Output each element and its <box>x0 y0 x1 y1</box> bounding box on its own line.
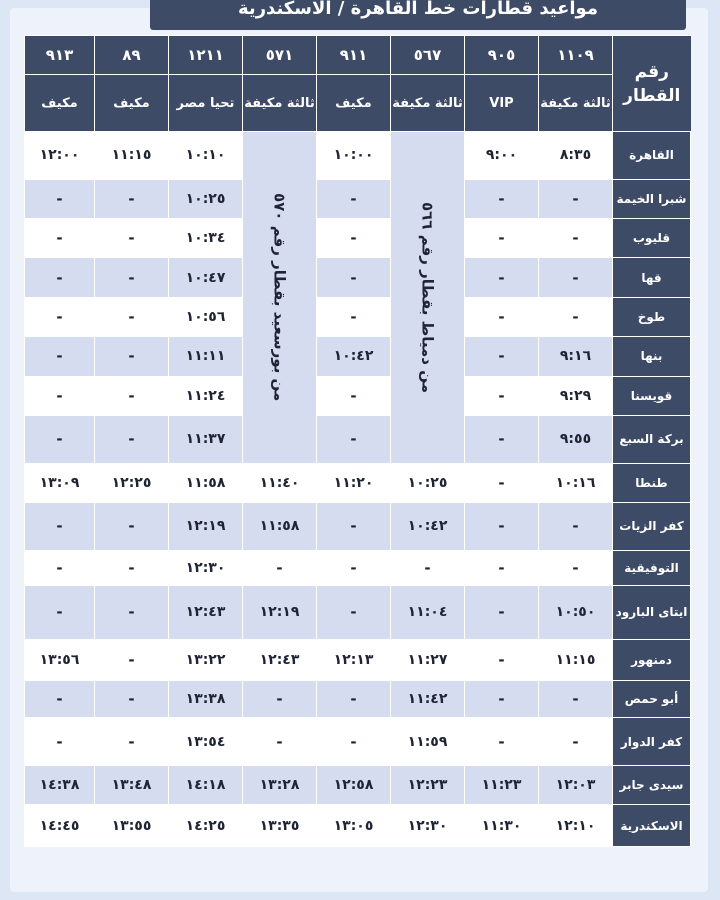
no-stop-cell: - <box>539 219 613 258</box>
no-stop-cell: - <box>25 415 95 463</box>
station-row <box>25 502 691 550</box>
station-row <box>25 258 691 297</box>
no-stop-cell: - <box>317 550 391 585</box>
train-number: ٥٧١ <box>243 36 317 75</box>
no-stop-cell: - <box>317 681 391 718</box>
origin-note-567 <box>391 132 465 464</box>
time-cell: ١١:٢٧ <box>391 639 465 680</box>
station-row <box>25 463 691 502</box>
no-stop-cell: - <box>95 585 169 639</box>
time-cell: ١١:٢٤ <box>169 376 243 415</box>
time-cell: ٩:١٦ <box>539 337 613 376</box>
no-stop-cell: - <box>95 550 169 585</box>
station-row <box>25 376 691 415</box>
station-name: طوخ <box>613 297 691 336</box>
station-name: قها <box>613 258 691 297</box>
time-cell: ١٢:٢٣ <box>391 766 465 805</box>
time-cell: ١٢:١٣ <box>317 639 391 680</box>
station-row <box>25 132 691 180</box>
time-cell: ١٢:٥٨ <box>317 766 391 805</box>
time-cell: ٨:٣٥ <box>539 132 613 180</box>
train-number: ٥٦٧ <box>391 36 465 75</box>
station-name: طنطا <box>613 463 691 502</box>
time-cell: ١٣:٥٥ <box>95 805 169 847</box>
station-name: قويسنا <box>613 376 691 415</box>
time-cell: ١٢:٠٠ <box>25 132 95 180</box>
no-stop-cell: - <box>539 550 613 585</box>
time-cell: ١٢:٢٥ <box>95 463 169 502</box>
no-stop-cell: - <box>317 502 391 550</box>
train-timetable <box>24 35 691 847</box>
no-stop-cell: - <box>25 376 95 415</box>
station-row <box>25 639 691 680</box>
train-number-header: رقم القطار <box>613 36 691 132</box>
train-class: VIP <box>465 75 539 132</box>
time-cell: ١١:٢٣ <box>465 766 539 805</box>
no-stop-cell: - <box>317 376 391 415</box>
time-cell: ١١:٣٠ <box>465 805 539 847</box>
no-stop-cell: - <box>539 502 613 550</box>
station-name: شبرا الخيمة <box>613 179 691 218</box>
no-stop-cell: - <box>539 718 613 766</box>
time-cell: ١٠:٠٠ <box>317 132 391 180</box>
time-cell: ١١:٥٩ <box>391 718 465 766</box>
no-stop-cell: - <box>391 550 465 585</box>
station-row <box>25 179 691 218</box>
no-stop-cell: - <box>243 681 317 718</box>
time-cell: ١٣:٥٤ <box>169 718 243 766</box>
train-class: مكيف <box>95 75 169 132</box>
no-stop-cell: - <box>95 219 169 258</box>
time-cell: ٩:٠٠ <box>465 132 539 180</box>
no-stop-cell: - <box>465 585 539 639</box>
time-cell: ١٠:٥٠ <box>539 585 613 639</box>
time-cell: ١٠:١٠ <box>169 132 243 180</box>
no-stop-cell: - <box>465 550 539 585</box>
time-cell: ١٢:٣٠ <box>391 805 465 847</box>
time-cell: ١٤:٣٨ <box>25 766 95 805</box>
time-cell: ٩:٢٩ <box>539 376 613 415</box>
station-name: سيدى جابر <box>613 766 691 805</box>
no-stop-cell: - <box>95 179 169 218</box>
time-cell: ١٣:٥٦ <box>25 639 95 680</box>
time-cell: ١٠:٢٥ <box>169 179 243 218</box>
no-stop-cell: - <box>25 718 95 766</box>
station-name: بركة السبع <box>613 415 691 463</box>
station-row <box>25 415 691 463</box>
time-cell: ١٢:٣٠ <box>169 550 243 585</box>
train-number: ١١٠٩ <box>539 36 613 75</box>
train-number: ٩١٣ <box>25 36 95 75</box>
time-cell: ١٠:٣٤ <box>169 219 243 258</box>
station-name: التوفيقية <box>613 550 691 585</box>
no-stop-cell: - <box>465 376 539 415</box>
train-class: ثالثة مكيفة <box>391 75 465 132</box>
no-stop-cell: - <box>243 718 317 766</box>
station-row <box>25 585 691 639</box>
time-cell: ١٣:٣٥ <box>243 805 317 847</box>
no-stop-cell: - <box>95 376 169 415</box>
no-stop-cell: - <box>95 258 169 297</box>
no-stop-cell: - <box>243 550 317 585</box>
no-stop-cell: - <box>95 718 169 766</box>
no-stop-cell: - <box>95 297 169 336</box>
time-cell: ١٠:٤٧ <box>169 258 243 297</box>
no-stop-cell: - <box>25 179 95 218</box>
no-stop-cell: - <box>317 585 391 639</box>
time-cell: ١٤:١٨ <box>169 766 243 805</box>
no-stop-cell: - <box>465 681 539 718</box>
no-stop-cell: - <box>465 179 539 218</box>
station-name: دمنهور <box>613 639 691 680</box>
no-stop-cell: - <box>317 415 391 463</box>
time-cell: ١٣:٠٩ <box>25 463 95 502</box>
train-number: ٨٩ <box>95 36 169 75</box>
station-row <box>25 297 691 336</box>
time-cell: ١٣:٢٢ <box>169 639 243 680</box>
time-cell: ١٣:٣٨ <box>169 681 243 718</box>
page-title: مواعيد قطارات خط القاهرة / الاسكندرية <box>150 0 686 30</box>
no-stop-cell: - <box>465 502 539 550</box>
time-cell: ١٢:٤٣ <box>169 585 243 639</box>
station-name: كفر الزيات <box>613 502 691 550</box>
time-cell: ١١:١٥ <box>95 132 169 180</box>
time-cell: ١٢:٠٣ <box>539 766 613 805</box>
train-number: ١٢١١ <box>169 36 243 75</box>
no-stop-cell: - <box>25 502 95 550</box>
no-stop-cell: - <box>539 179 613 218</box>
no-stop-cell: - <box>317 258 391 297</box>
origin-note-571 <box>243 132 317 464</box>
no-stop-cell: - <box>539 297 613 336</box>
time-cell: ١٢:٤٣ <box>243 639 317 680</box>
no-stop-cell: - <box>317 718 391 766</box>
time-cell: ١١:٢٠ <box>317 463 391 502</box>
time-cell: ١٠:٤٢ <box>391 502 465 550</box>
no-stop-cell: - <box>539 681 613 718</box>
no-stop-cell: - <box>317 219 391 258</box>
origin-note-text: من بورسعيد بقطار رقم ٥٧٠ <box>270 193 289 402</box>
time-cell: ١٠:٤٢ <box>317 337 391 376</box>
no-stop-cell: - <box>25 297 95 336</box>
time-cell: ١٢:١٠ <box>539 805 613 847</box>
train-class: ثالثة مكيفة <box>243 75 317 132</box>
no-stop-cell: - <box>95 681 169 718</box>
no-stop-cell: - <box>25 219 95 258</box>
no-stop-cell: - <box>95 639 169 680</box>
station-row <box>25 337 691 376</box>
station-row <box>25 718 691 766</box>
no-stop-cell: - <box>465 258 539 297</box>
time-cell: ١٠:٥٦ <box>169 297 243 336</box>
station-name: الاسكندرية <box>613 805 691 847</box>
time-cell: ١١:١١ <box>169 337 243 376</box>
train-class: مكيف <box>25 75 95 132</box>
time-cell: ١٠:٢٥ <box>391 463 465 502</box>
time-cell: ١٢:١٩ <box>243 585 317 639</box>
station-name: قليوب <box>613 219 691 258</box>
station-name: القاهرة <box>613 132 691 180</box>
no-stop-cell: - <box>465 415 539 463</box>
station-row <box>25 681 691 718</box>
no-stop-cell: - <box>95 337 169 376</box>
no-stop-cell: - <box>95 415 169 463</box>
time-cell: ١١:٥٨ <box>169 463 243 502</box>
train-class: تحيا مصر <box>169 75 243 132</box>
station-name: أبو حمص <box>613 681 691 718</box>
no-stop-cell: - <box>95 502 169 550</box>
no-stop-cell: - <box>25 550 95 585</box>
time-cell: ١٤:٢٥ <box>169 805 243 847</box>
station-row <box>25 219 691 258</box>
station-row <box>25 805 691 847</box>
time-cell: ١١:٥٨ <box>243 502 317 550</box>
no-stop-cell: - <box>317 297 391 336</box>
timetable-body <box>25 132 691 847</box>
no-stop-cell: - <box>465 297 539 336</box>
train-number: ٩٠٥ <box>465 36 539 75</box>
origin-note-text: من دمياط بقطار رقم ٥٦٦ <box>418 201 437 393</box>
no-stop-cell: - <box>25 258 95 297</box>
train-class: مكيف <box>317 75 391 132</box>
no-stop-cell: - <box>539 258 613 297</box>
no-stop-cell: - <box>465 639 539 680</box>
time-cell: ١١:٤٠ <box>243 463 317 502</box>
station-name: بنها <box>613 337 691 376</box>
time-cell: ١٢:١٩ <box>169 502 243 550</box>
time-cell: ١٣:٢٨ <box>243 766 317 805</box>
no-stop-cell: - <box>465 718 539 766</box>
station-row <box>25 766 691 805</box>
time-cell: ١٤:٤٥ <box>25 805 95 847</box>
station-name: ايتاى البارود <box>613 585 691 639</box>
train-number: ٩١١ <box>317 36 391 75</box>
no-stop-cell: - <box>465 463 539 502</box>
no-stop-cell: - <box>465 219 539 258</box>
no-stop-cell: - <box>25 337 95 376</box>
time-cell: ١٣:٠٥ <box>317 805 391 847</box>
time-cell: ١١:١٥ <box>539 639 613 680</box>
time-cell: ١٠:١٦ <box>539 463 613 502</box>
station-name: كفر الدوار <box>613 718 691 766</box>
time-cell: ١١:٣٧ <box>169 415 243 463</box>
station-row <box>25 550 691 585</box>
no-stop-cell: - <box>317 179 391 218</box>
no-stop-cell: - <box>25 681 95 718</box>
no-stop-cell: - <box>465 337 539 376</box>
time-cell: ١١:٤٢ <box>391 681 465 718</box>
train-class: ثالثة مكيفة <box>539 75 613 132</box>
no-stop-cell: - <box>25 585 95 639</box>
time-cell: ١٣:٤٨ <box>95 766 169 805</box>
time-cell: ٩:٥٥ <box>539 415 613 463</box>
time-cell: ١١:٠٤ <box>391 585 465 639</box>
